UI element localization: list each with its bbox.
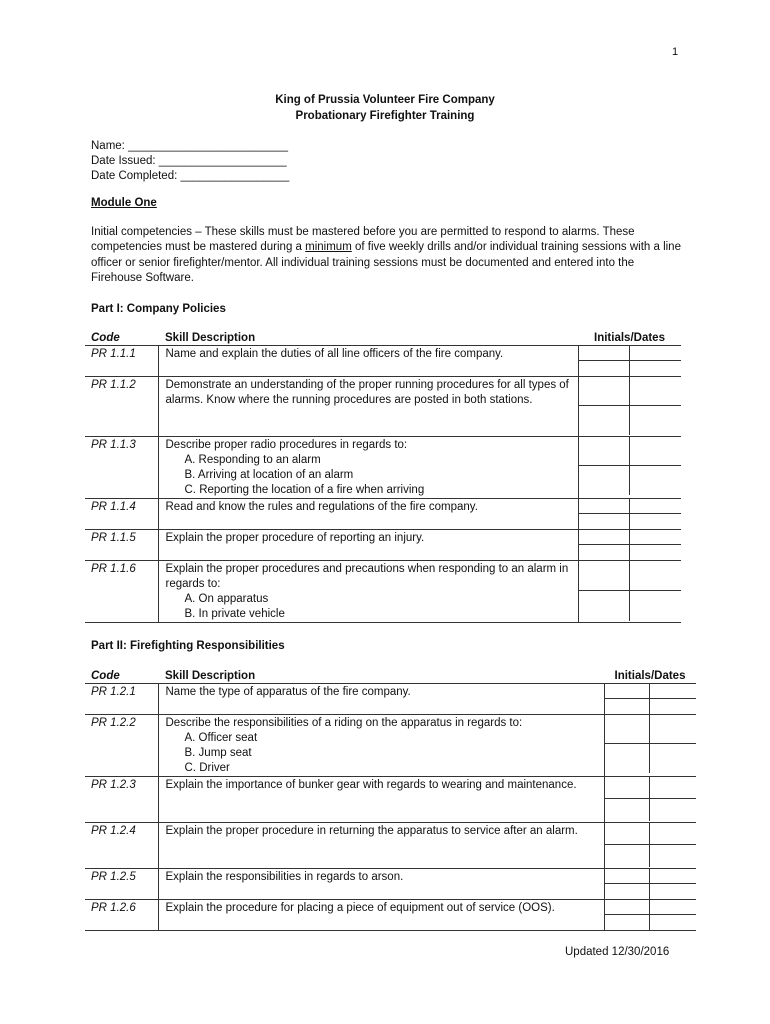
date-issued-field: Date Issued: ____________________ bbox=[91, 155, 287, 167]
skill-code: PR 1.1.6 bbox=[85, 561, 158, 623]
date-box[interactable] bbox=[630, 545, 681, 560]
initials-grid bbox=[605, 715, 697, 773]
skill-code: PR 1.2.2 bbox=[85, 715, 158, 777]
initials-box[interactable] bbox=[579, 499, 630, 514]
intro-text-b: of five weekly drills and/or individual training sessions with a line officer or senior firefighter/mentor. All individual training sessions must be documented and entered into the Firehouse Software. bbox=[91, 241, 681, 284]
module-title: Module One bbox=[91, 197, 157, 209]
table-row bbox=[85, 684, 696, 715]
date-box[interactable] bbox=[650, 869, 696, 884]
table-row bbox=[85, 561, 681, 623]
initials-box[interactable] bbox=[605, 884, 651, 899]
initials-box[interactable] bbox=[605, 915, 651, 930]
date-box[interactable] bbox=[650, 699, 696, 714]
table-row bbox=[85, 499, 681, 530]
date-box[interactable] bbox=[650, 684, 696, 699]
skill-code: PR 1.1.1 bbox=[85, 346, 158, 377]
skill-description: Describe proper radio procedures in regards to: bbox=[165, 439, 408, 451]
table-row bbox=[85, 869, 696, 900]
skill-description-cell bbox=[158, 499, 578, 530]
skill-description: Name and explain the duties of all line officers of the fire company. bbox=[165, 348, 504, 360]
date-box[interactable] bbox=[630, 346, 681, 361]
initials-box[interactable] bbox=[605, 744, 651, 773]
table-row bbox=[85, 377, 681, 437]
skill-code: PR 1.2.3 bbox=[85, 777, 158, 823]
skill-code: PR 1.1.3 bbox=[85, 437, 158, 499]
intro-emphasis: minimum bbox=[305, 241, 352, 254]
initials-dates-cell[interactable] bbox=[604, 869, 696, 900]
table-header-row bbox=[85, 331, 681, 346]
name-field: Name: _________________________ bbox=[91, 140, 288, 152]
initials-box[interactable] bbox=[605, 845, 651, 867]
initials-grid bbox=[605, 900, 697, 930]
initials-box[interactable] bbox=[579, 437, 630, 466]
initials-grid bbox=[579, 561, 682, 621]
header-code: Code bbox=[85, 669, 158, 684]
updated-date: Updated 12/30/2016 bbox=[565, 946, 670, 958]
initials-box[interactable] bbox=[605, 777, 651, 799]
skill-code: PR 1.1.4 bbox=[85, 499, 158, 530]
date-box[interactable] bbox=[630, 377, 681, 406]
date-box[interactable] bbox=[630, 406, 681, 435]
date-box[interactable] bbox=[650, 823, 696, 845]
initials-grid bbox=[605, 777, 697, 821]
skill-description: Explain the responsibilities in regards to arson. bbox=[165, 871, 404, 883]
table-row bbox=[85, 346, 681, 377]
initials-box[interactable] bbox=[605, 715, 651, 744]
skill-description-cell bbox=[158, 777, 604, 823]
skill-description-cell bbox=[158, 530, 578, 561]
table-row bbox=[85, 437, 681, 499]
initials-box[interactable] bbox=[605, 900, 651, 915]
intro-text-a: Initial competencies – These skills must be mastered before you are permitted to respond to alarms. These competencies must be mastered during a bbox=[91, 226, 635, 254]
initials-box[interactable] bbox=[579, 377, 630, 406]
skill-sub-item: A. Responding to an alarm bbox=[184, 454, 321, 466]
date-box[interactable] bbox=[650, 799, 696, 821]
initials-grid bbox=[605, 869, 697, 899]
table-row bbox=[85, 715, 696, 777]
skill-sub-item: B. In private vehicle bbox=[184, 608, 285, 620]
initials-dates-cell[interactable] bbox=[578, 346, 681, 377]
skill-sub-item: A. Officer seat bbox=[184, 732, 258, 744]
date-box[interactable] bbox=[650, 744, 696, 773]
initials-box[interactable] bbox=[579, 514, 630, 529]
initials-grid bbox=[579, 377, 682, 435]
initials-dates-cell[interactable] bbox=[578, 377, 681, 437]
skill-sub-item: C. Reporting the location of a fire when arriving bbox=[184, 484, 425, 496]
initials-dates-cell[interactable] bbox=[604, 777, 696, 823]
page-number: 1 bbox=[672, 46, 679, 58]
initials-dates-cell[interactable] bbox=[578, 499, 681, 530]
initials-grid bbox=[579, 499, 682, 529]
header-skill-description: Skill Description bbox=[158, 331, 578, 346]
initials-grid bbox=[579, 437, 682, 495]
skill-description-cell bbox=[158, 561, 578, 623]
skill-code: PR 1.1.2 bbox=[85, 377, 158, 437]
date-box[interactable] bbox=[630, 530, 681, 545]
date-box[interactable] bbox=[630, 561, 681, 591]
initials-box[interactable] bbox=[579, 591, 630, 621]
skill-code: PR 1.2.5 bbox=[85, 869, 158, 900]
date-box[interactable] bbox=[630, 437, 681, 466]
initials-dates-cell[interactable] bbox=[604, 900, 696, 931]
header-skill-description: Skill Description bbox=[158, 669, 604, 684]
skill-description: Read and know the rules and regulations of the fire company. bbox=[165, 501, 478, 513]
initials-box[interactable] bbox=[579, 466, 630, 495]
header-initials-dates: Initials/Dates bbox=[578, 331, 681, 346]
skill-description: Demonstrate an understanding of the proper running procedures for all types of alarms. Know where the running procedures are posted in both stations. bbox=[165, 379, 569, 406]
skill-description: Explain the proper procedure of reporting an injury. bbox=[165, 532, 425, 544]
part2-title: Part II: Firefighting Responsibilities bbox=[91, 640, 285, 652]
initials-box[interactable] bbox=[605, 699, 651, 714]
company-title: King of Prussia Volunteer Fire Company bbox=[275, 94, 495, 106]
skill-sub-item: B. Arriving at location of an alarm bbox=[184, 469, 354, 481]
initials-box[interactable] bbox=[605, 869, 651, 884]
header-code: Code bbox=[85, 331, 158, 346]
header-initials-dates: Initials/Dates bbox=[604, 669, 696, 684]
intro-paragraph bbox=[91, 225, 681, 286]
table-row bbox=[85, 530, 681, 561]
document-title: Probationary Firefighter Training bbox=[295, 110, 475, 122]
initials-box[interactable] bbox=[605, 799, 651, 821]
date-box[interactable] bbox=[650, 884, 696, 899]
initials-dates-cell[interactable] bbox=[578, 530, 681, 561]
skill-description: Explain the importance of bunker gear with regards to wearing and maintenance. bbox=[165, 779, 577, 791]
initials-dates-cell[interactable] bbox=[604, 823, 696, 869]
initials-box[interactable] bbox=[579, 406, 630, 435]
date-box[interactable] bbox=[650, 915, 696, 930]
skill-sub-item: B. Jump seat bbox=[184, 747, 252, 759]
date-box[interactable] bbox=[630, 499, 681, 514]
skill-description-cell bbox=[158, 377, 578, 437]
table-row bbox=[85, 777, 696, 823]
skill-sub-item: C. Driver bbox=[184, 762, 230, 774]
date-completed-field: Date Completed: _________________ bbox=[91, 170, 290, 182]
initials-box[interactable] bbox=[579, 530, 630, 545]
date-box[interactable] bbox=[650, 845, 696, 867]
part1-title: Part I: Company Policies bbox=[91, 303, 226, 315]
initials-box[interactable] bbox=[605, 823, 651, 845]
initials-grid bbox=[605, 823, 697, 867]
skill-description: Describe the responsibilities of a riding on the apparatus in regards to: bbox=[165, 717, 523, 729]
skill-code: PR 1.2.6 bbox=[85, 900, 158, 931]
initials-box[interactable] bbox=[605, 684, 651, 699]
initials-box[interactable] bbox=[579, 561, 630, 591]
skill-sub-item: A. On apparatus bbox=[184, 593, 269, 605]
skill-description-cell bbox=[158, 346, 578, 377]
skill-description: Explain the proper procedure in returning the apparatus to service after an alarm. bbox=[165, 825, 578, 837]
skill-description: Name the type of apparatus of the fire company. bbox=[165, 686, 411, 698]
initials-box[interactable] bbox=[579, 361, 630, 376]
part1-skills-table bbox=[85, 331, 681, 623]
date-box[interactable] bbox=[650, 715, 696, 744]
initials-grid bbox=[579, 346, 682, 376]
skill-code: PR 1.1.5 bbox=[85, 530, 158, 561]
initials-dates-cell[interactable] bbox=[604, 684, 696, 715]
skill-description-cell bbox=[158, 684, 604, 715]
date-box[interactable] bbox=[630, 514, 681, 529]
date-box[interactable] bbox=[630, 361, 681, 376]
skill-description-cell bbox=[158, 437, 578, 499]
initials-box[interactable] bbox=[579, 346, 630, 361]
skill-description-cell bbox=[158, 715, 604, 777]
date-box[interactable] bbox=[630, 591, 681, 621]
table-header-row bbox=[85, 669, 696, 684]
initials-dates-cell[interactable] bbox=[578, 561, 681, 623]
skill-description: Explain the proper procedures and precautions when responding to an alarm in regards to: bbox=[165, 563, 569, 590]
skill-code: PR 1.2.1 bbox=[85, 684, 158, 715]
date-box[interactable] bbox=[650, 900, 696, 915]
table-row bbox=[85, 823, 696, 869]
initials-dates-cell[interactable] bbox=[604, 715, 696, 777]
skill-description-cell bbox=[158, 869, 604, 900]
table-row bbox=[85, 900, 696, 931]
initials-grid bbox=[579, 530, 682, 560]
initials-dates-cell[interactable] bbox=[578, 437, 681, 499]
initials-box[interactable] bbox=[579, 545, 630, 560]
skill-description-cell bbox=[158, 823, 604, 869]
skill-description: Explain the procedure for placing a piece of equipment out of service (OOS). bbox=[165, 902, 555, 914]
skill-code: PR 1.2.4 bbox=[85, 823, 158, 869]
date-box[interactable] bbox=[630, 466, 681, 495]
part2-skills-table bbox=[85, 669, 696, 931]
initials-grid bbox=[605, 684, 697, 714]
date-box[interactable] bbox=[650, 777, 696, 799]
skill-description-cell bbox=[158, 900, 604, 931]
